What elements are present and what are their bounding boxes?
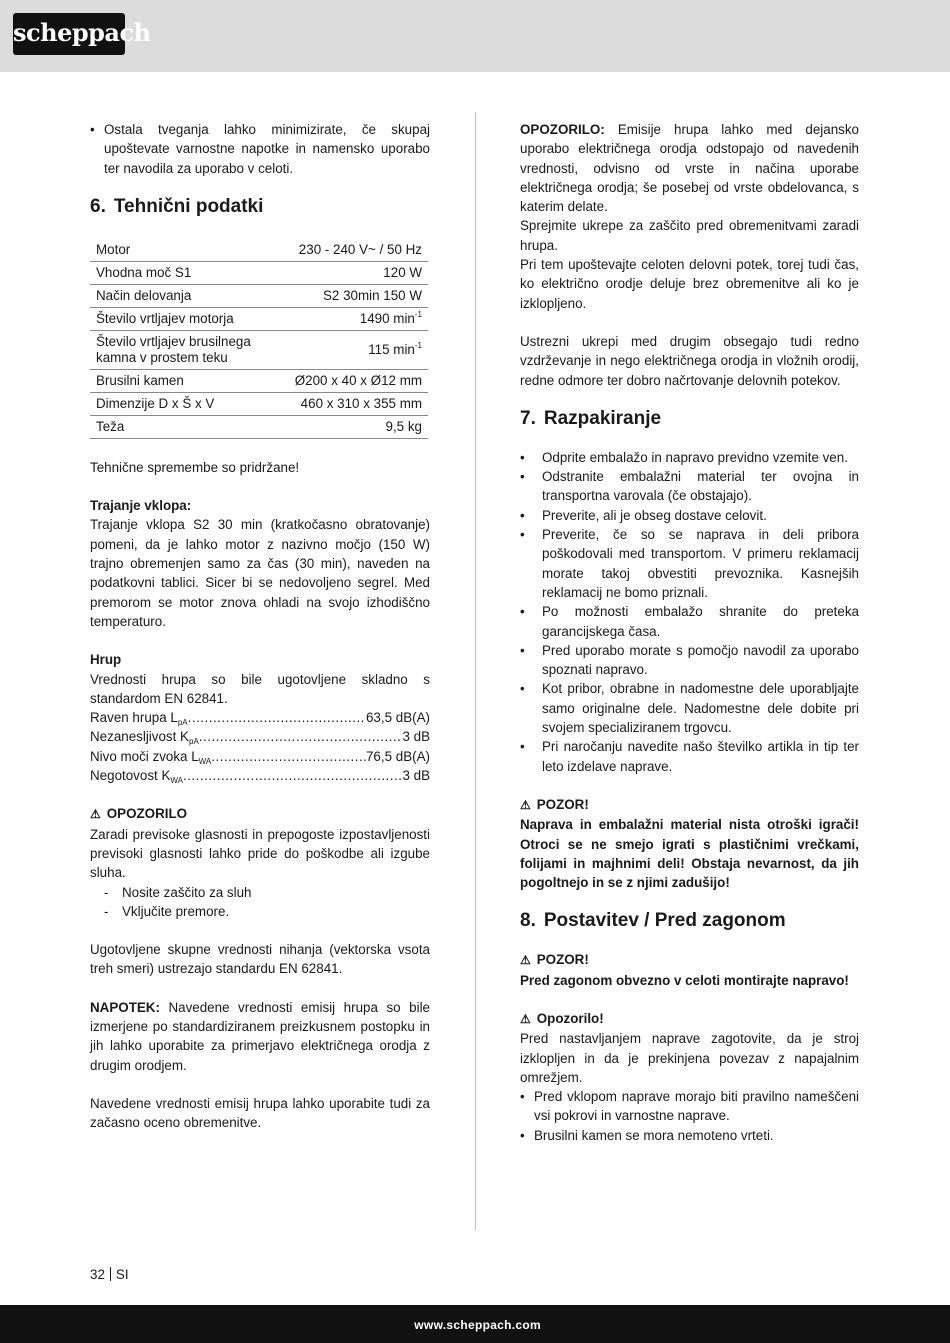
- dot-leader: [199, 727, 403, 746]
- warning-heading-2: ⚠ Opozorilo!: [520, 1009, 859, 1029]
- list-item: • Pred uporabo morate s pomočjo navodil za uporabo spoznati napravo.: [520, 641, 859, 680]
- duty-title: Trajanje vklopa:: [90, 498, 192, 514]
- table-row: [90, 307, 428, 330]
- noise-value-row: Nivo moči zvoka $L_{WA}$ ..... 76,5 dB(A): [90, 747, 430, 766]
- dot-leader: [183, 766, 402, 785]
- specs-table: [90, 239, 428, 439]
- list-item: - Vključite premore.: [104, 902, 430, 921]
- spec-value: S2 30min 150 W: [289, 284, 428, 307]
- list-item: • Odprite embalažo in napravo previdno vzemite ven.: [520, 448, 859, 467]
- measures-text: Sprejmite ukrepe za zaščito pred obremenitvami zaradi hrupa.: [520, 218, 859, 253]
- footer-bar: [0, 1305, 950, 1343]
- warning-list: [90, 883, 430, 922]
- spec-value: 9,5 kg: [289, 415, 428, 438]
- spec-value: 230 - 240 V~ / 50 Hz: [289, 239, 428, 262]
- page-number: 32 SI: [90, 1267, 129, 1282]
- spec-label: Teža: [90, 415, 289, 438]
- spec-value: 115 $\min^{-1}$: [289, 330, 428, 369]
- list-item: • Preverite, ali je obseg dostave celovit.: [520, 506, 859, 525]
- list-item: • Kot pribor, obrabne in nadomestne dele uporabljajte samo originalne dele. Nadomestne dele dobite pri svojem specializiranem trgovcu.: [520, 679, 859, 737]
- table-row: [90, 392, 428, 415]
- caution-text-2: Pred zagonom obvezno v celoti montirajte napravo!: [520, 972, 849, 988]
- noise-text: Vrednosti hrupa so bile ugotovljene skladno s standardom EN 62841.: [90, 671, 430, 706]
- spec-label: Število vrtljajev motorja: [90, 307, 289, 330]
- spec-value: 120 W: [289, 261, 428, 284]
- section-heading-unpacking: 7. Razpakiranje: [520, 407, 662, 429]
- list-item: • Pri naročanju navedite našo številko artikla in tip ter leto izdelave naprave.: [520, 737, 859, 776]
- spec-label: Motor: [90, 239, 289, 262]
- table-row: [90, 239, 428, 262]
- right-column: [520, 120, 859, 1145]
- final-text: Navedene vrednosti emisij hrupa lahko uporabite tudi za začasno oceno obremenitve.: [90, 1095, 430, 1131]
- spec-label: Vhodna moč S1: [90, 261, 289, 284]
- list-item: • Brusilni kamen se mora nemoteno vrteti.: [520, 1126, 859, 1145]
- list-item: • Odstranite embalažni material ter ovojna in transportna varovala (če obstajajo).: [520, 467, 859, 506]
- left-column: [90, 120, 430, 1133]
- dot-leader: [188, 708, 366, 727]
- note-paragraph: NAPOTEK: Navedene vrednosti emisij hrupa so bile izmerjene po standardiziranem preizkusnem postopku in jih lahko uporabite za primerjavo električnega orodja z drugim orodjem.: [90, 999, 430, 1073]
- spec-value: 460 x 310 x 355 mm: [289, 392, 428, 415]
- unpack-list: [520, 448, 859, 776]
- table-row: [90, 261, 428, 284]
- section-heading-technical-data: 6. Tehnični podatki: [90, 195, 264, 217]
- warning-triangle-icon: ⚠: [520, 953, 531, 968]
- list-item: • Po možnosti embalažo shranite do preteka garancijskega časa.: [520, 602, 859, 641]
- spec-label: Dimenzije D x Š x V: [90, 392, 289, 415]
- noise-warning-paragraph: OPOZORILO: Emisije hrupa lahko med dejansko uporabo električnega orodja odstopajo od navedenih vrednosti, odvisno od vrste in načina uporabe električnega orodja; še posebej od vrste obdelovanca, s katerim delate.: [520, 122, 859, 215]
- other-measures-text: Ustrezni ukrepi med drugim obsegajo tudi redno vzdrževanje in nego električnega orodja in vložnih orodij, redne odmore ter dobro načrtovanje delovnih potekov.: [520, 333, 859, 388]
- separator: [110, 1267, 111, 1281]
- list-item: • Ostala tveganja lahko minimizirate, če skupaj upoštevate varnostne napotke in namensko uporabo ter navodila za uporabo v celoti.: [90, 120, 430, 178]
- noise-values: [90, 708, 430, 785]
- intro-list: [90, 120, 430, 178]
- warning-triangle-icon: ⚠: [520, 1011, 531, 1026]
- warning-heading: ⚠ OPOZORILO: [90, 804, 430, 824]
- noise-value-row: Raven hrupa $L_{pA}$ ..... 63,5 dB(A): [90, 708, 430, 727]
- table-row: [90, 330, 428, 369]
- list-item: • Pred vklopom naprave morajo biti pravilno nameščeni vsi pokrovi in varnostne naprave.: [520, 1087, 859, 1126]
- warning-triangle-icon: ⚠: [520, 797, 531, 812]
- caution-heading-2: ⚠ POZOR!: [520, 950, 859, 970]
- warning-text-2: Pred nastavljanjem naprave zagotovite, da je stroj izklopljen in da je prekinjena povezav z napajalnim omrežjem.: [520, 1031, 859, 1085]
- caution-text: Naprava in embalažni material nista otroški igrači! Otroci se ne smejo igrati s plastičnimi vrečkami, folijami in majhnimi deli! Obstaja nevarnost, da jih pogoltnejo in se z njimi zadušijo!: [520, 817, 859, 891]
- warning-triangle-icon: ⚠: [90, 807, 101, 822]
- spec-label: Brusilni kamen: [90, 369, 289, 392]
- table-row: [90, 284, 428, 307]
- spec-label: Način delovanja: [90, 284, 289, 307]
- dot-leader: [211, 747, 366, 766]
- section-heading-setup: 8. Postavitev / Pred zagonom: [520, 910, 786, 932]
- cycle-text: Pri tem upoštevajte celoten delovni potek, torej tudi čas, ko električno orodje deluje brez obremenitve ali ko je izklopljeno.: [520, 257, 859, 311]
- header-bar: [0, 0, 950, 72]
- noise-value-row: Negotovost $K_{WA}$ ..... 3 dB: [90, 766, 430, 785]
- spec-value: Ø200 x 40 x Ø12 mm: [289, 369, 428, 392]
- tech-changes-note: Tehnične spremembe so pridržane!: [90, 459, 300, 475]
- noise-title: Hrup: [90, 652, 122, 668]
- warning-text: Zaradi previsoke glasnosti in prepogoste izpostavljenosti previsoki glasnosti lahko pride do poškodbe ali izgube sluha.: [90, 826, 430, 881]
- spec-label: Število vrtljajev brusilnega kamna v prostem teku: [90, 330, 289, 369]
- list-item: • Preverite, če so se naprava in deli pribora poškodovali med transportom. V primeru reklamacij morate takoj obvestiti prevoznika. Kasnejših reklamacij ne bomo priznali.: [520, 525, 859, 602]
- caution-heading: ⚠ POZOR!: [520, 795, 859, 815]
- column-divider: [475, 112, 476, 1230]
- website-link[interactable]: www.scheppach.com: [414, 1318, 541, 1332]
- duty-text: Trajanje vklopa S2 30 min (kratkočasno obratovanje) pomeni, da je lahko motor z nazivno močjo (150 W) trajno obremenjen samo za čas (30 min), naveden na podatkovni tablici. Sicer bi se nedovoljeno segrel. Med premorom se motor znova ohladi na svojo izhodiščno temperaturo.: [90, 517, 430, 629]
- list-item: - Nosite zaščito za sluh: [104, 883, 430, 902]
- setup-list: [520, 1087, 859, 1145]
- spec-value: 1490 $\min^{-1}$: [289, 307, 428, 330]
- brand-logo: scheppach: [13, 13, 125, 55]
- table-row: [90, 369, 428, 392]
- table-row: [90, 415, 428, 438]
- vibration-text: Ugotovljene skupne vrednosti nihanja (vektorska vsota treh smeri) ustrezajo standardu EN 62841.: [90, 942, 430, 977]
- noise-value-row: Nezanesljivost $K_{pA}$ ..... 3 dB: [90, 727, 430, 746]
